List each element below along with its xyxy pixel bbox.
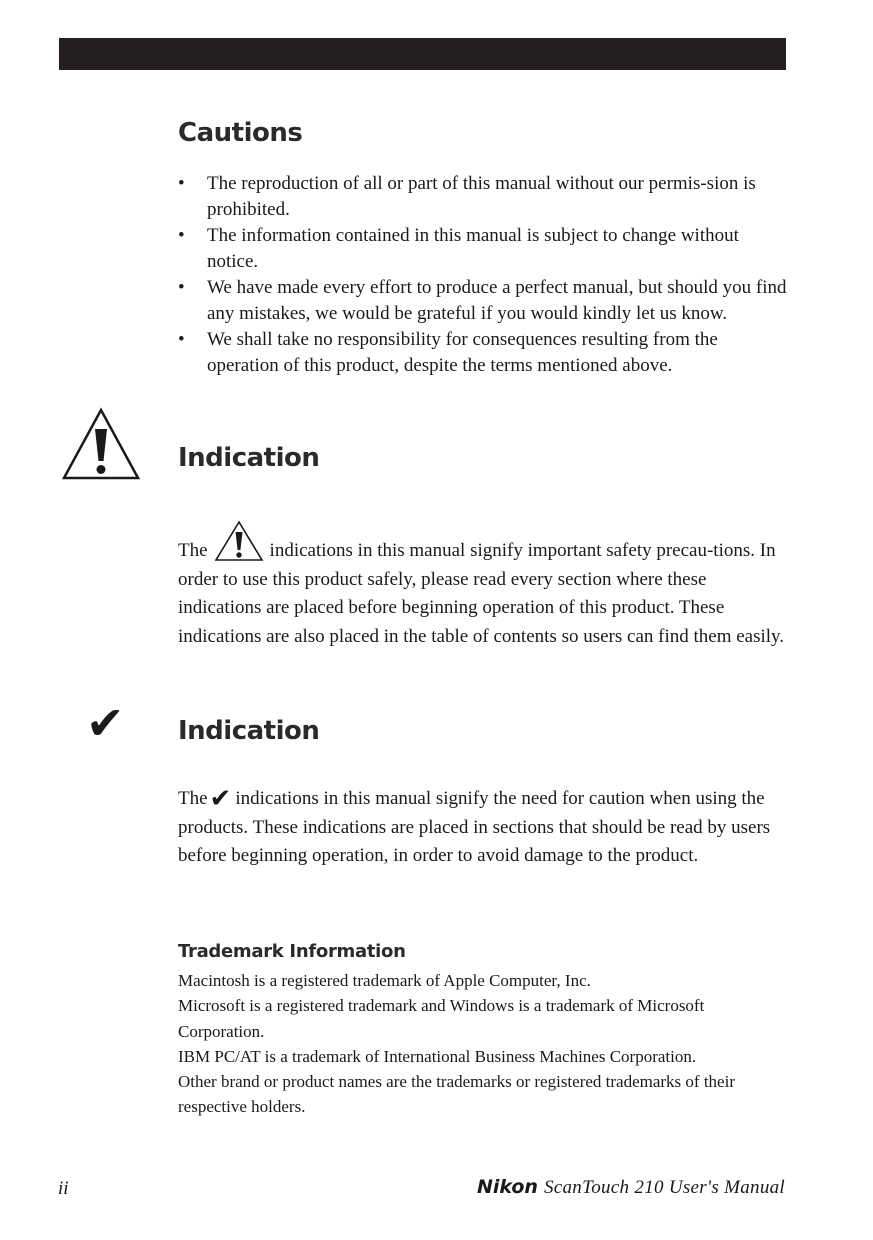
footer-title — [477, 1176, 785, 1199]
cautions-heading: Cautions — [178, 118, 303, 148]
trademark-line: Other brand or product names are the trademarks or registered trademarks of their respective holders. — [178, 1072, 735, 1117]
checkmark-icon: ✔ — [86, 696, 125, 750]
list-item: • The reproduction of all or part of this manual without our permis-sion is prohibited. — [178, 171, 788, 223]
warning-lead: The — [178, 540, 208, 561]
trademark-text — [178, 968, 788, 1120]
list-item: • We have made every effort to produce a perfect manual, but should you find any mistakes, we would be grateful if you would kindly let us know. — [178, 275, 788, 327]
warning-indication-text — [178, 520, 788, 651]
warning-indication-heading: Indication — [178, 443, 320, 473]
warning-triangle-icon — [214, 520, 264, 562]
list-item: • We shall take no responsibility for consequences resulting from the operation of this product, despite the terms mentioned above. — [178, 327, 788, 379]
header-bar — [59, 38, 786, 70]
warning-body: indications in this manual signify important safety precau-tions. In order to use this product safely, please read every section where these indications are placed before beginning operation of this product. These indications are also placed in the table of contents so users can find them easily. — [178, 540, 785, 647]
warning-triangle-icon — [62, 407, 140, 481]
page-number: ii — [58, 1178, 69, 1199]
check-indication-text — [178, 785, 788, 871]
manual-title: ScanTouch 210 User's Manual — [543, 1177, 785, 1198]
brand-name: Nikon — [477, 1176, 538, 1198]
checkmark-icon: ✔ — [209, 784, 232, 814]
list-item: • The information contained in this manual is subject to change without notice. — [178, 223, 788, 275]
trademark-heading: Trademark Information — [178, 941, 406, 962]
check-indication-heading: Indication — [178, 716, 320, 746]
check-body: indications in this manual signify the need for caution when using the products. These indications are placed in sections that should be read by users before beginning operation, in order to avoid damage to the product. — [178, 788, 771, 866]
trademark-line: Microsoft is a registered trademark and Windows is a trademark of Microsoft Corporation. — [178, 996, 705, 1041]
cautions-list — [178, 171, 788, 379]
trademark-line: Macintosh is a registered trademark of Apple Computer, Inc. — [178, 971, 591, 990]
check-lead: The — [178, 788, 208, 809]
trademark-line: IBM PC/AT is a trademark of International Business Machines Corporation. — [178, 1046, 697, 1066]
